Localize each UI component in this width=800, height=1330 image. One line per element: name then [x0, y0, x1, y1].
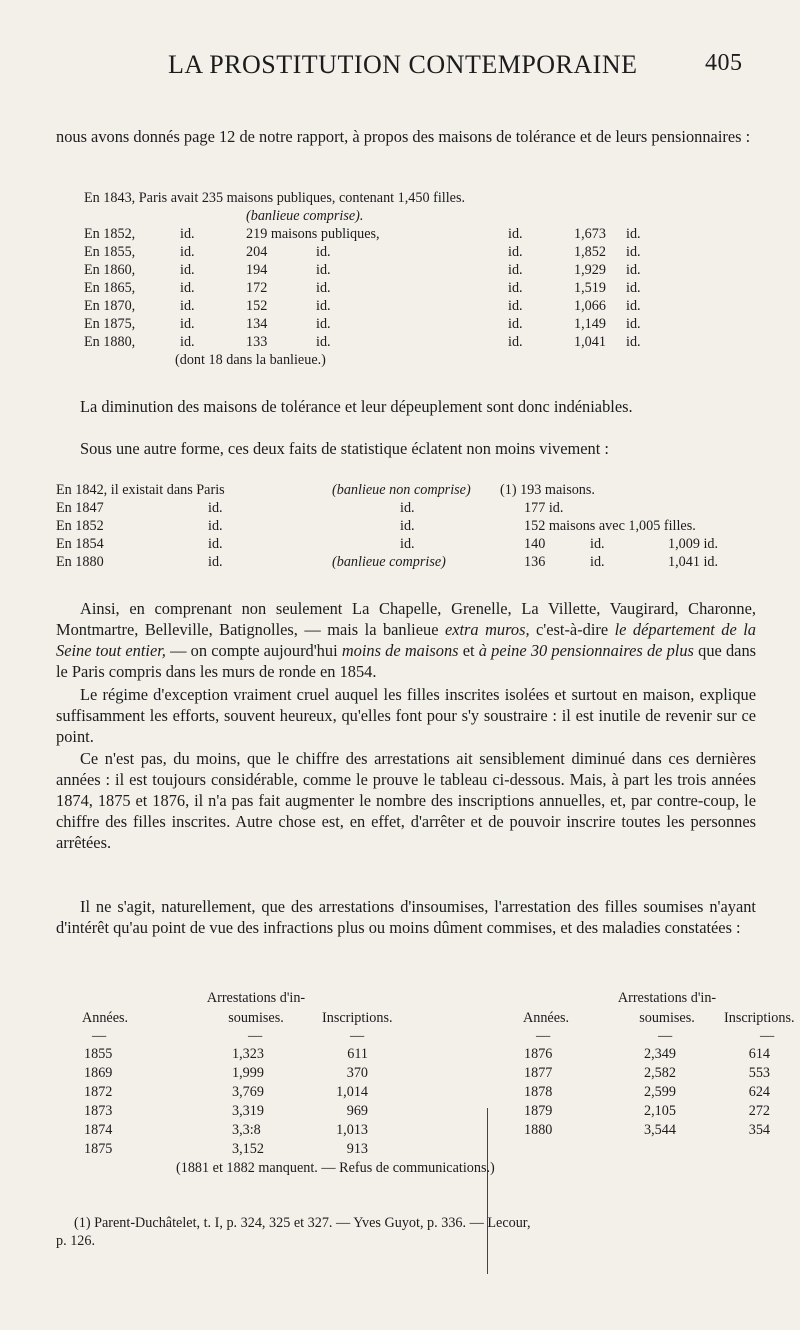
year-cell: 1872 [84, 1084, 113, 1100]
insc-cell: 272 [748, 1103, 770, 1119]
footnote-line-2: p. 126. [56, 1233, 96, 1249]
unit-cell: id. [626, 280, 641, 296]
houses-cell: 204 [246, 244, 268, 260]
table1-note-1843: (banlieue comprise). [246, 208, 364, 224]
paragraph-regime: Le régime d'exception vraiment cruel auquel les filles inscrites isolées et surtout en maison, explique suffisamment les efforts, souvent heureux, qu'elles font pour s'y soustraire : il est inutile de revenir sur ce point. [56, 685, 756, 746]
page-number: 405 [705, 50, 743, 76]
place-cell: id. [180, 280, 195, 296]
id-cell: id. [508, 298, 523, 314]
table3-note: (1881 et 1882 manquent. — Refus de communications.) [176, 1160, 495, 1176]
houses-id-cell: id. [316, 298, 331, 314]
id-cell: id. [590, 554, 605, 570]
footnote-line-1: (1) Parent-Duchâtelet, t. I, p. 324, 325 et 327. — Yves Guyot, p. 336. — Lecour, [74, 1215, 531, 1231]
houses-cell: 194 [246, 262, 268, 278]
scope-cell: id. [400, 500, 415, 516]
header-insc-left: Inscriptions. [322, 1010, 393, 1026]
unit-cell: id. [626, 226, 641, 242]
paragraph-insoumises: Il ne s'agit, naturellement, que des arrestations d'insoumises, l'arrestation des filles soumises n'ayant d'intérêt qu'au point de vue des infractions plus ou moins dûment commises, et des maladies constatées : [56, 897, 756, 937]
year-cell: En 1880, [84, 334, 136, 350]
arrest-cell: 3,769 [232, 1084, 264, 1100]
year-cell: En 1855, [84, 244, 136, 260]
arrest-cell: 3,319 [232, 1103, 264, 1119]
header-arrest-right-2: soumises. [639, 1010, 695, 1026]
arrest-cell: 1,323 [232, 1046, 264, 1062]
place-cell: id. [208, 518, 223, 534]
year-cell: 1876 [524, 1046, 553, 1062]
year-cell: En 1852 [56, 518, 104, 534]
houses-cell: 133 [246, 334, 268, 350]
insc-cell: 611 [347, 1046, 368, 1062]
arrest-cell: 2,349 [644, 1046, 676, 1062]
houses-id-cell: id. [316, 244, 331, 260]
girls-cell: 1,852 [574, 244, 606, 260]
place-cell: id. [180, 262, 195, 278]
houses-cell: 134 [246, 316, 268, 332]
place-cell: id. [208, 500, 223, 516]
year-cell: En 1870, [84, 298, 136, 314]
scope-cell: id. [400, 518, 415, 534]
arrest-cell: 2,582 [644, 1065, 676, 1081]
insc-cell: 614 [748, 1046, 770, 1062]
year-cell: En 1852, [84, 226, 136, 242]
emphasis: moins de maisons [341, 641, 459, 660]
year-cell: En 1860, [84, 262, 136, 278]
unit-cell: id. [626, 244, 641, 260]
arrest-cell: 3,544 [644, 1122, 676, 1138]
girls-cell: 1,041 id. [668, 554, 719, 570]
dash: — [350, 1028, 365, 1044]
houses-id-cell: id. [316, 334, 331, 350]
id-cell: id. [508, 244, 523, 260]
arrest-cell: 3,152 [232, 1141, 264, 1157]
year-cell: En 1875, [84, 316, 136, 332]
scope-cell: (banlieue non comprise) [332, 482, 471, 498]
id-cell: id. [508, 226, 523, 242]
paragraph-autre-forme: Sous une autre forme, ces deux faits de statistique éclatent non moins vivement : [80, 439, 609, 458]
houses-cell: 152 [246, 298, 268, 314]
text-run: Ainsi, en comprenant non seulement La Chapelle, Grenelle, La Villette, Vaugirard, Charonne, Montmartre, Belleville, Batignolles, — mais la banlieue [56, 599, 756, 639]
year-cell: 1873 [84, 1103, 113, 1119]
insc-cell: 1,014 [336, 1084, 368, 1100]
arrest-cell: 2,599 [644, 1084, 676, 1100]
dash: — [760, 1028, 775, 1044]
header-years-right: Années. [523, 1010, 570, 1026]
paragraph-diminution: La diminution des maisons de tolérance et leur dépeuplement sont donc indéniables. [80, 397, 633, 416]
text-run: c'est-à-dire [529, 620, 615, 639]
place-cell: id. [180, 334, 195, 350]
paragraph-ainsi [56, 598, 756, 682]
insc-cell: 370 [346, 1065, 368, 1081]
girls-cell: 1,519 [574, 280, 606, 296]
scope-cell: (banlieue comprise) [332, 554, 446, 570]
arrest-cell: 3,3:8 [232, 1122, 261, 1138]
place-cell: id. [180, 226, 195, 242]
scope-cell: id. [400, 536, 415, 552]
header-arrest-right-1: Arrestations d'in- [617, 990, 717, 1006]
girls-cell: 1,149 [574, 316, 606, 332]
count-cell: 136 [524, 554, 546, 570]
insc-cell: 969 [346, 1103, 368, 1119]
girls-cell: 1,066 [574, 298, 606, 314]
unit-cell: id. [626, 334, 641, 350]
id-cell: id. [590, 536, 605, 552]
column-divider [487, 1108, 488, 1274]
place-cell: id. [180, 316, 195, 332]
year-cell: En 1854 [56, 536, 104, 552]
insc-cell: 354 [748, 1122, 770, 1138]
count-cell: (1) 193 maisons. [500, 482, 595, 498]
girls-cell: 1,009 id. [668, 536, 719, 552]
count-cell: 152 maisons avec 1,005 filles. [524, 518, 696, 534]
girls-cell: 1,041 [574, 334, 606, 350]
place-cell: id. [180, 244, 195, 260]
paragraph-arrestations: Ce n'est pas, du moins, que le chiffre des arrestations ait sensiblement diminué dans ces dernières années : il est toujours considérable, comme le prouve le tableau ci-dessous. Mais, à part les trois années 1874, 1875 et 1876, il n'a pas fait augmenter le nombre des inscriptions annuelles, et, par contre-coup, le chiffre des filles inscrites. Autre chose est, en effet, d'arrêter et de pouvoir inscrire toutes les personnes arrêtées. [56, 749, 756, 852]
year-cell: 1869 [84, 1065, 113, 1081]
header-arrest-left-2: soumises. [228, 1010, 284, 1026]
year-cell: En 1847 [56, 500, 104, 516]
running-title: LA PROSTITUTION CONTEMPORAINE [168, 50, 638, 79]
year-cell: 1879 [524, 1103, 553, 1119]
unit-cell: id. [626, 298, 641, 314]
houses-cell: 219 maisons publiques, [246, 226, 380, 242]
year-cell: 1875 [84, 1141, 113, 1157]
count-cell: 140 [524, 536, 546, 552]
table1-line-1843: En 1843, Paris avait 235 maisons publiques, contenant 1,450 filles. [84, 190, 466, 206]
emphasis: le département de la Seine tout entier, [56, 620, 756, 660]
girls-cell: 1,929 [574, 262, 606, 278]
insc-cell: 913 [346, 1141, 368, 1157]
houses-id-cell: id. [316, 280, 331, 296]
id-cell: id. [508, 316, 523, 332]
emphasis: à peine 30 pensionnaires de plus [478, 641, 694, 660]
count-cell: 177 id. [524, 500, 564, 516]
dash: — [248, 1028, 263, 1044]
dash: — [536, 1028, 551, 1044]
text-run: que dans le Paris compris dans les murs de ronde en 1854. [56, 641, 757, 681]
place-cell: id. [180, 298, 195, 314]
insc-cell: 553 [748, 1065, 770, 1081]
arrest-cell: 2,105 [644, 1103, 676, 1119]
text-run: et [458, 641, 479, 660]
year-cell: 1878 [524, 1084, 553, 1100]
header-arrest-left-1: Arrestations d'in- [206, 990, 306, 1006]
year-cell: En 1865, [84, 280, 136, 296]
year-cell: 1874 [84, 1122, 113, 1138]
table1-note-1880: (dont 18 dans la banlieue.) [175, 352, 326, 368]
header-years-left: Années. [82, 1010, 129, 1026]
unit-cell: id. [626, 316, 641, 332]
id-cell: id. [508, 334, 523, 350]
year-cell: En 1880 [56, 554, 104, 570]
year-cell: En 1842, il existait dans Paris [56, 482, 225, 498]
place-cell: id. [208, 536, 223, 552]
dash: — [92, 1028, 107, 1044]
year-cell: 1877 [524, 1065, 553, 1081]
girls-cell: 1,673 [574, 226, 606, 242]
intro-paragraph: nous avons donnés page 12 de notre rapport, à propos des maisons de tolérance et de leurs pensionnaires : [56, 127, 751, 146]
emphasis: extra muros, [444, 620, 530, 639]
houses-id-cell: id. [316, 262, 331, 278]
unit-cell: id. [626, 262, 641, 278]
arrest-cell: 1,999 [232, 1065, 264, 1081]
dash: — [658, 1028, 673, 1044]
year-cell: 1855 [84, 1046, 113, 1062]
id-cell: id. [508, 262, 523, 278]
id-cell: id. [508, 280, 523, 296]
place-cell: id. [208, 554, 223, 570]
houses-cell: 172 [246, 280, 268, 296]
text-run: — on compte aujourd'hui [165, 641, 342, 660]
header-insc-right: Inscriptions. [724, 1010, 795, 1026]
houses-id-cell: id. [316, 316, 331, 332]
insc-cell: 1,013 [336, 1122, 368, 1138]
year-cell: 1880 [524, 1122, 553, 1138]
insc-cell: 624 [748, 1084, 770, 1100]
